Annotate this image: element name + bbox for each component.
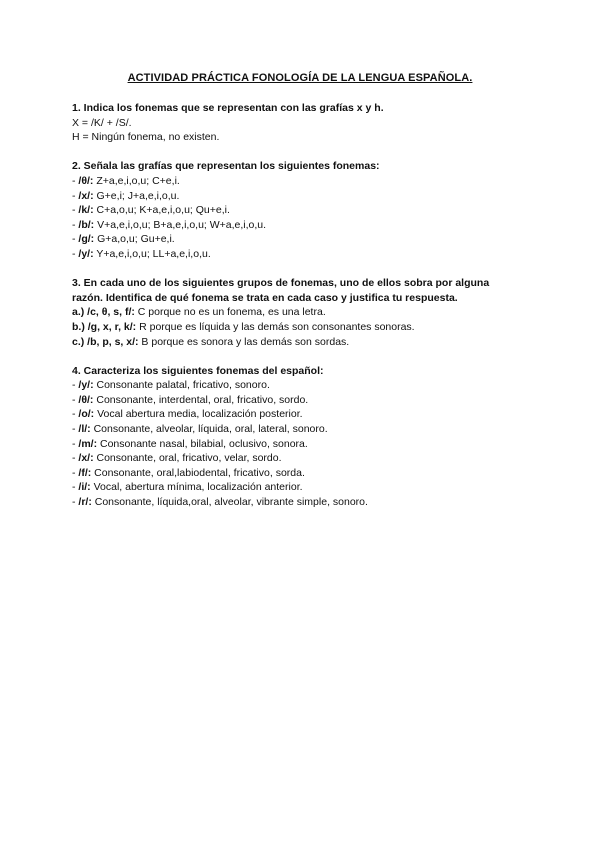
phoneme-label: /x/:: [78, 452, 94, 465]
list-item: [72, 437, 542, 452]
list-item: [72, 407, 542, 422]
item-text: Consonante, oral,labiodental, fricativo, sorda.: [91, 466, 305, 479]
item-dash: -: [72, 393, 79, 406]
item-text: R porque es líquida y las demás son consonantes sonoras.: [136, 320, 415, 333]
document-content: [72, 101, 542, 524]
phoneme-label: /y/:: [78, 379, 94, 392]
item-text: Vocal abertura media, localización posterior.: [94, 408, 303, 421]
item-dash: -: [72, 452, 79, 465]
item-dash: -: [72, 437, 79, 450]
list-item: [72, 305, 542, 320]
item-dash: -: [72, 204, 79, 217]
item-text: Consonante, líquida,oral, alveolar, vibrante simple, sonoro.: [91, 496, 368, 509]
list-item: [72, 335, 542, 350]
group-label: b.) /g, x, r, k/:: [72, 320, 137, 333]
question-3-line-2: razón. Identifica de qué fonema se trata en cada caso y justifica tu respuesta.: [72, 291, 458, 304]
list-item: [72, 378, 542, 393]
item-text: Vocal, abertura mínima, localización anterior.: [90, 481, 303, 494]
list-item: [72, 247, 542, 262]
item-text: G+a,o,u; Gu+e,i.: [94, 233, 175, 246]
section-3: [72, 276, 542, 349]
list-item: [72, 203, 542, 218]
phoneme-label: /m/:: [78, 437, 98, 450]
item-dash: -: [72, 496, 79, 509]
item-text: C porque no es un fonema, es una letra.: [134, 306, 326, 319]
item-text: V+a,e,i,o,u; B+a,e,i,o,u; W+a,e,i,o,u.: [94, 218, 267, 231]
item-dash: -: [72, 218, 79, 231]
list-item: [72, 174, 542, 189]
list-item: [72, 480, 542, 495]
list-item: [72, 466, 542, 481]
document-title: ACTIVIDAD PRÁCTICA FONOLOGÍA DE LA LENGUA ESPAÑOLA.: [127, 72, 473, 84]
item-text: Z+a,e,i,o,u; C+e,i.: [93, 174, 180, 187]
item-text: Y+a,e,i,o,u; LL+a,e,i,o,u.: [93, 247, 211, 260]
item-text: B porque es sonora y las demás son sordas.: [138, 335, 350, 348]
question-4: 4. Caracteriza los siguientes fonemas del español:: [72, 364, 324, 377]
phoneme-label: /f/:: [78, 466, 92, 479]
phoneme-label: /x/:: [78, 189, 94, 202]
phoneme-label: /θ/:: [78, 174, 94, 187]
item-dash: -: [72, 233, 79, 246]
phoneme-label: /l/:: [78, 423, 91, 436]
question-1: 1. Indica los fonemas que se representan con las grafías x y h.: [72, 102, 384, 114]
item-text: C+a,o,u; K+a,e,i,o,u; Qu+e,i.: [93, 204, 230, 217]
item-dash: -: [72, 174, 79, 187]
phoneme-label: /θ/:: [78, 393, 94, 406]
item-text: Consonante nasal, bilabial, oclusivo, sonora.: [97, 437, 308, 450]
group-label: a.) /c, θ, s, f/:: [72, 306, 135, 319]
item-dash: -: [72, 189, 79, 202]
list-item: [72, 320, 542, 335]
list-item: [72, 189, 542, 204]
group-label: c.) /b, p, s, x/:: [72, 335, 139, 348]
list-item: [72, 495, 542, 510]
list-item: [72, 422, 542, 437]
item-text: Consonante, alveolar, líquida, oral, lateral, sonoro.: [90, 423, 328, 436]
phoneme-label: /r/:: [78, 496, 92, 509]
item-dash: -: [72, 481, 79, 494]
section-2: [72, 159, 542, 261]
list-item: [72, 393, 542, 408]
section-1: [72, 101, 542, 145]
section-4: [72, 364, 542, 510]
item-dash: -: [72, 408, 79, 421]
item-dash: -: [72, 379, 79, 392]
phoneme-label: /g/:: [78, 233, 95, 246]
answer-line: H = Ningún fonema, no existen.: [72, 131, 220, 144]
phoneme-label: /i/:: [78, 481, 91, 494]
phoneme-label: /b/:: [78, 218, 95, 231]
list-item: [72, 218, 542, 233]
item-text: Consonante, interdental, oral, fricativo, sordo.: [93, 393, 309, 406]
phoneme-label: /y/:: [78, 247, 94, 260]
answer-line: X = /K/ + /S/.: [72, 116, 132, 129]
item-dash: -: [72, 247, 79, 260]
list-item: [72, 232, 542, 247]
item-dash: -: [72, 423, 79, 436]
list-item: [72, 451, 542, 466]
question-2: 2. Señala las grafías que representan los siguientes fonemas:: [72, 160, 380, 173]
item-text: Consonante palatal, fricativo, sonoro.: [93, 379, 270, 392]
question-3-line-1: 3. En cada uno de los siguientes grupos de fonemas, uno de ellos sobra por alguna: [72, 277, 490, 290]
phoneme-label: /o/:: [78, 408, 95, 421]
item-text: Consonante, oral, fricativo, velar, sordo.: [93, 452, 282, 465]
phoneme-label: /k/:: [78, 204, 94, 217]
item-dash: -: [72, 466, 79, 479]
item-text: G+e,i; J+a,e,i,o,u.: [93, 189, 180, 202]
